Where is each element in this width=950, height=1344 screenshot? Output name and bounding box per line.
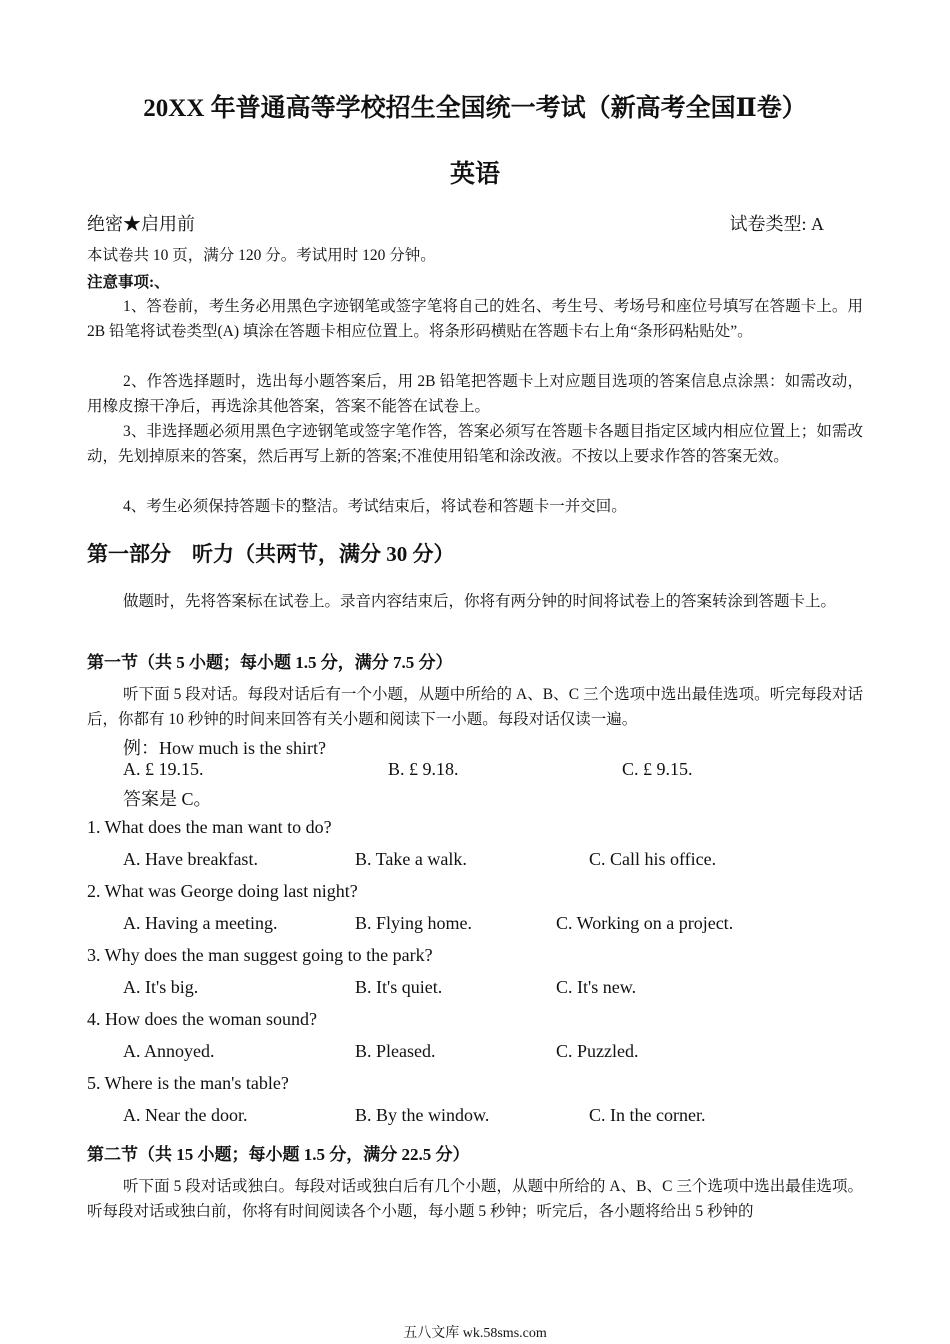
- q2-option-a: A. Having a meeting.: [123, 913, 278, 933]
- part1-instruction: 做题时，先将答案标在试卷上。录音内容结束后，你将有两分钟的时间将试卷上的答案转涂到答题卡上。: [123, 593, 837, 610]
- section2-instruction: 听下面 5 段对话或独白。每段对话或独白后有几个小题，从题中所给的 A、B、C 三个选项中选出最佳选项。听每段对话或独白前，你将有时间阅读各个小题，每小题 5 秒钟；听完后，各小题将给出 5 秒钟的: [87, 1178, 863, 1220]
- q4-option-c: C. Puzzled.: [556, 1041, 639, 1061]
- q1-option-c: C. Call his office.: [589, 849, 717, 869]
- section2-heading: 第二节（共 15 小题；每小题 1.5 分，满分 22.5 分）: [87, 1145, 470, 1164]
- q3-option-b: B. It's quiet.: [355, 977, 443, 997]
- part1-heading: 第一部分 听力（共两节，满分 30 分）: [87, 542, 455, 566]
- example-question: 例：How much is the shirt?: [123, 738, 326, 758]
- q2-option-b: B. Flying home.: [355, 913, 473, 933]
- q5-option-b: B. By the window.: [355, 1105, 490, 1125]
- q1-option-b: B. Take a walk.: [355, 849, 467, 869]
- paper-type-label: 试卷类型: A: [729, 214, 824, 234]
- exam-summary: 本试卷共 10 页，满分 120 分。考试用时 120 分钟。: [87, 247, 436, 264]
- q5-option-c: C. In the corner.: [589, 1105, 706, 1125]
- notice-item: 1、答卷前，考生务必用黑色字迹钢笔或签字笔将自己的姓名、考生号、考场号和座位号填写在答题卡上。用 2B 铅笔将试卷类型(A) 填涂在答题卡相应位置上。将条形码横贴在答题卡右上角“条形码粘贴处”。: [87, 298, 863, 340]
- q5-option-a: A. Near the door.: [123, 1105, 248, 1125]
- footer-watermark: 五八文库 wk.58sms.com: [403, 1326, 547, 1341]
- question-4: 4. How does the woman sound?: [87, 1009, 317, 1029]
- example-option-b: B. £ 9.18.: [388, 759, 459, 779]
- q3-option-c: C. It's new.: [556, 977, 637, 997]
- confidential-label: 绝密★启用前: [87, 214, 195, 234]
- question-2: 2. What was George doing last night?: [87, 881, 358, 901]
- question-5: 5. Where is the man's table?: [87, 1073, 289, 1093]
- section1-instruction: 听下面 5 段对话。每段对话后有一个小题，从题中所给的 A、B、C 三个选项中选出最佳选项。听完每段对话后，你都有 10 秒钟的时间来回答有关小题和阅读下一小题。每段对话仅读一遍。: [87, 686, 863, 728]
- example-option-a: A. £ 19.15.: [123, 759, 204, 779]
- subject-title: 英语: [449, 161, 500, 188]
- notice-heading: 注意事项:、: [87, 274, 170, 291]
- notice-item: 2、作答选择题时，选出每小题答案后，用 2B 铅笔把答题卡上对应题目选项的答案信息点涂黑：如需改动，用橡皮擦干净后，再选涂其他答案，答案不能答在试卷上。: [87, 373, 863, 415]
- example-answer: 答案是 C。: [123, 789, 212, 809]
- q2-option-c: C. Working on a project.: [556, 913, 734, 933]
- q4-option-b: B. Pleased.: [355, 1041, 436, 1061]
- exam-title: 20XX 年普通高等学校招生全国统一考试（新高考全国Ⅱ卷）: [143, 95, 807, 122]
- q4-option-a: A. Annoyed.: [123, 1041, 215, 1061]
- question-1: 1. What does the man want to do?: [87, 817, 332, 837]
- notice-item: 3、非选择题必须用黑色字迹钢笔或签字笔作答，答案必须写在答题卡各题目指定区域内相应位置上；如需改动，先划掉原来的答案，然后再写上新的答案;不准使用铅笔和涂改液。不按以上要求作答的答案无效。: [87, 423, 863, 465]
- question-3: 3. Why does the man suggest going to the park?: [87, 945, 433, 965]
- q1-option-a: A. Have breakfast.: [123, 849, 258, 869]
- section1-heading: 第一节（共 5 小题；每小题 1.5 分，满分 7.5 分）: [87, 653, 453, 672]
- q3-option-a: A. It's big.: [123, 977, 199, 997]
- example-option-c: C. £ 9.15.: [622, 759, 693, 779]
- notice-item: 4、考生必须保持答题卡的整洁。考试结束后，将试卷和答题卡一并交回。: [123, 498, 627, 515]
